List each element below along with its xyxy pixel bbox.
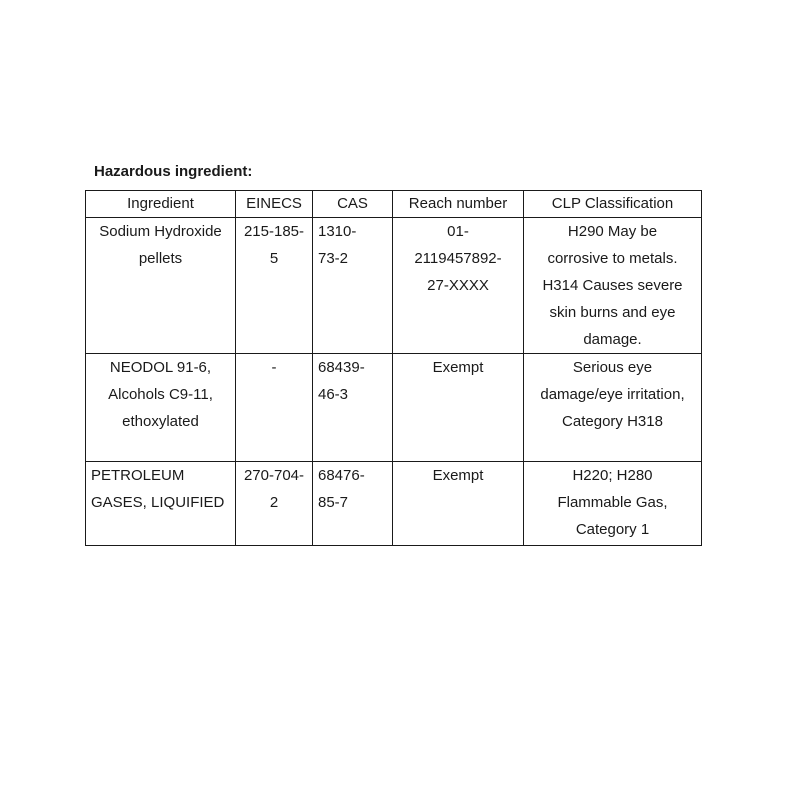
cas-cell — [313, 354, 393, 462]
reach-text: Exempt — [432, 467, 484, 484]
clp-text: H290 May be corrosive to metals. H314 Causes severe skin burns and eye damage. — [542, 223, 683, 348]
einecs-text: 270-704- 2 — [243, 467, 305, 511]
table-header-row — [86, 191, 702, 218]
ingredient-text: PETROLEUM GASES, LIQUIFIED — [91, 467, 225, 511]
table-row — [86, 462, 702, 546]
ingredient-cell — [86, 218, 236, 354]
reach-cell — [393, 218, 524, 354]
section-heading: Hazardous ingredient: — [94, 163, 253, 180]
reach-text: Exempt — [432, 359, 484, 376]
table-row — [86, 218, 702, 354]
einecs-cell — [236, 218, 313, 354]
column-header-clp-classification: CLP Classification — [524, 191, 702, 218]
clp-text: Serious eye damage/eye irritation, Category H318 — [540, 359, 685, 430]
column-header-einecs: EINECS — [236, 191, 313, 218]
clp-text: H220; H280 Flammable Gas, Category 1 — [557, 467, 668, 538]
ingredient-cell — [86, 354, 236, 462]
einecs-text: - — [271, 359, 277, 376]
einecs-text: 215-185- 5 — [243, 223, 305, 267]
cas-cell — [313, 462, 393, 546]
ingredient-text: Sodium Hydroxide pellets — [99, 223, 222, 267]
column-header-cas: CAS — [313, 191, 393, 218]
ingredient-cell — [86, 462, 236, 546]
column-header-ingredient: Ingredient — [86, 191, 236, 218]
einecs-cell — [236, 462, 313, 546]
einecs-cell — [236, 354, 313, 462]
hazardous-ingredients-table — [85, 190, 702, 546]
clp-cell — [524, 354, 702, 462]
reach-text: 01- 2119457892- 27-XXXX — [414, 223, 502, 294]
table-row — [86, 354, 702, 462]
column-header-reach-number: Reach number — [393, 191, 524, 218]
clp-cell — [524, 462, 702, 546]
cas-text: 68476- 85-7 — [318, 467, 365, 511]
cas-text: 1310- 73-2 — [318, 223, 357, 267]
reach-cell — [393, 462, 524, 546]
ingredient-text: NEODOL 91-6, Alcohols C9-11, ethoxylated — [108, 359, 213, 430]
cas-cell — [313, 218, 393, 354]
clp-cell — [524, 218, 702, 354]
cas-text: 68439- 46-3 — [318, 359, 365, 403]
reach-cell — [393, 354, 524, 462]
